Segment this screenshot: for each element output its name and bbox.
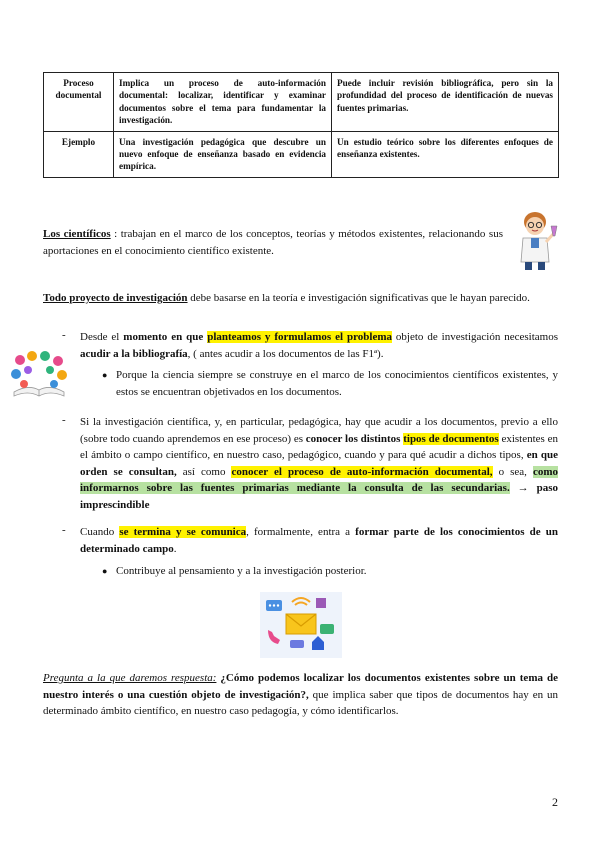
highlight-run: conocer el proceso de auto-información documental, xyxy=(231,465,493,478)
bullet2-paragraph xyxy=(80,414,558,513)
page-number: 2 xyxy=(552,795,558,809)
proyecto-term: Todo proyecto de investigación xyxy=(43,292,188,304)
highlight-green-run: como informarnos sobre las fuentes primarias mediante la consulta de las secundarias. xyxy=(80,465,558,494)
dot-bullet: ● xyxy=(102,566,108,576)
bold-run: → paso imprescindible xyxy=(80,482,558,511)
cientificos-text: : trabajan en el marco de los conceptos, teorías y métodos existentes, relacionando sus aportaciones en el conocimiento científico existente. xyxy=(43,228,503,257)
books-illustration-icon xyxy=(8,350,70,400)
bullet3-paragraph xyxy=(80,524,558,557)
scientist-illustration-icon xyxy=(515,208,559,272)
proyecto-paragraph xyxy=(43,290,558,307)
text-run: Desde el xyxy=(80,331,124,343)
table-cell: Puede incluir revisión bibliográfica, pero sin la profundidad del proceso de identificación de nuevas fuentes primarias. xyxy=(332,73,559,132)
communication-illustration-icon xyxy=(260,592,342,658)
dash-bullet: - xyxy=(62,414,66,426)
bold-run: formar parte de los conocimientos de un determinado campo xyxy=(80,526,558,555)
bullet3-sub: Contribuye al pensamiento y a la investigación posterior. xyxy=(116,565,367,577)
bold-run: ¿Cómo podemos localizar los documentos existentes sobre un tema de nuestro interés o una cuestión objeto de investigación?, xyxy=(43,672,558,701)
text-run: . xyxy=(173,542,177,555)
bold-run: acudir a la bibliografía xyxy=(80,347,188,360)
comparison-table xyxy=(43,72,559,178)
table-row xyxy=(44,131,559,177)
text-run: , formalmente, entra a xyxy=(246,526,356,538)
cientificos-paragraph xyxy=(43,226,503,259)
row-label: Ejemplo xyxy=(44,131,114,177)
proyecto-text: debe basarse en la teoría e investigación significativas que le hayan parecido. xyxy=(187,292,530,304)
table-cell: Implica un proceso de auto-información documental: localizar, identificar y examinar documentos sobre el tema para fundamentar la investigación. xyxy=(114,73,332,132)
bold-run: conocer los distintos xyxy=(305,432,404,445)
table-cell: Un estudio teórico sobre los diferentes enfoques de enseñanza existentes. xyxy=(332,131,559,177)
text-run: Cuando xyxy=(80,526,120,538)
dash-bullet: - xyxy=(62,329,66,341)
text-run: así como xyxy=(176,465,232,478)
pregunta-lead: Pregunta a la que daremos respuesta: xyxy=(43,672,217,684)
bullet1-sub: Porque la ciencia siempre se construye en el marco de los conocimientos científicos existentes, y estos se encuentran objetivados en los documentos. xyxy=(116,369,558,398)
cientificos-term: Los científicos xyxy=(43,228,111,240)
bold-run: momento en que xyxy=(123,331,208,343)
text-run: o sea, xyxy=(492,465,533,478)
highlight-run: planteamos y formulamos el problema xyxy=(207,331,392,343)
text-run: Si la investigación científica, y, en particular, pedagógica, hay que acudir a los documentos, previo a ello (sobre todo cuando aprendemos en ese proceso) es xyxy=(80,416,558,445)
row-label: Proceso documental xyxy=(44,73,114,132)
text-run: que implica saber que tipos de documentos hay en un determinado ámbito científico, en nuestro caso pedagogía, y cómo identificarlos. xyxy=(43,688,558,717)
dot-bullet: ● xyxy=(102,370,108,380)
highlight-run: se termina y se comunica xyxy=(119,526,247,538)
text-run: , ( antes acudir a los documentos de las F1ª). xyxy=(187,347,384,360)
pregunta-paragraph xyxy=(43,670,558,720)
text-run: existentes en el ámbito o campo científico, en nuestro caso, pedagógico, cuando y para qué acudir a dichos tipos, xyxy=(80,432,559,461)
text-run: objeto de investigación necesitamos xyxy=(392,331,559,343)
table-row xyxy=(44,73,559,132)
table-cell: Una investigación pedagógica que descubre un nuevo enfoque de enseñanza basado en evidencia empírica. xyxy=(114,131,332,177)
highlight-run: tipos de documentos xyxy=(403,432,499,445)
bullet1-paragraph xyxy=(80,329,558,362)
dash-bullet: - xyxy=(62,524,66,536)
bold-run: en que orden se consultan, xyxy=(80,449,558,478)
